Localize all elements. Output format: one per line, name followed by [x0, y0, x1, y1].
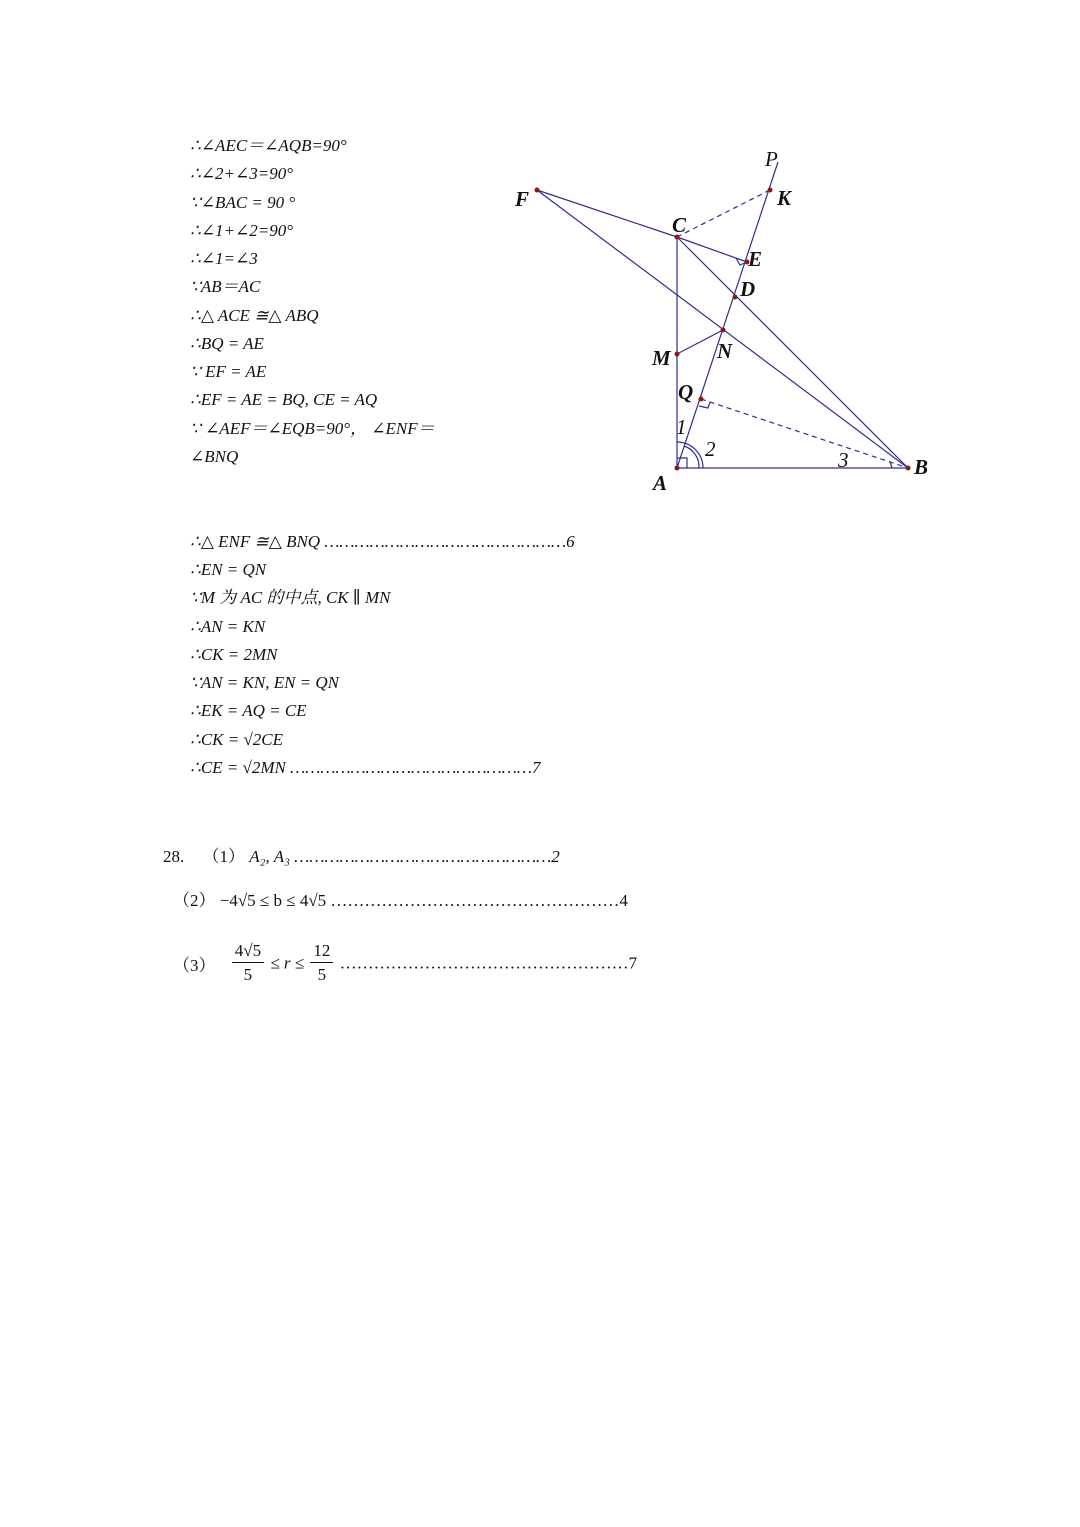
point-b — [906, 466, 911, 471]
point-d — [733, 295, 738, 300]
proof-line: ∠BNQ — [190, 447, 239, 466]
geometry-diagram — [500, 140, 940, 500]
label-p: P — [765, 147, 778, 171]
part3-inequality: ≤ r ≤ — [270, 953, 305, 973]
line-ap — [677, 162, 778, 468]
fraction-1 — [232, 940, 264, 987]
label-c: C — [672, 213, 687, 237]
q28-part2 — [173, 886, 628, 911]
proof-line: ∴EK = AQ = CE — [190, 701, 307, 720]
part1-text: A₂, A₃ ……………………………………………2 — [249, 847, 560, 866]
proof-line: ∴∠AEC＝∠AQB=90° — [190, 136, 347, 155]
proof-line: ∵ ∠AEF＝∠EQB=90°， ∠ENF＝ — [190, 419, 435, 438]
right-angle-q — [699, 402, 710, 408]
line-cb — [677, 237, 908, 468]
proof-line: ∵AB＝AC — [190, 277, 261, 296]
proof-line: ∴CK = √2CE — [190, 730, 284, 749]
proof-line: ∵AN = KN, EN = QN — [190, 673, 339, 692]
diagram-lines — [537, 162, 908, 468]
proof-line: ∴BQ = AE — [190, 334, 264, 353]
proof-line: ∴AN = KN — [190, 617, 266, 636]
point-f — [535, 188, 540, 193]
part2-label: （2） — [173, 891, 216, 910]
point-m — [675, 352, 680, 357]
line-qb — [701, 399, 908, 468]
angle-arc-a-inner — [684, 446, 699, 468]
diagram-labels — [514, 147, 928, 495]
proof-line: ∴EN = QN — [190, 560, 267, 579]
fraction-1-numerator: 4√5 — [232, 940, 264, 963]
label-m: M — [652, 346, 671, 370]
proof-line: ∵∠BAC = 90 ° — [190, 193, 296, 212]
proof-line: ∴∠1=∠3 — [190, 249, 258, 268]
label-d: D — [740, 277, 756, 301]
q28-part1 — [163, 842, 560, 867]
label-angle1: 1 — [676, 415, 687, 439]
label-k: K — [777, 186, 792, 210]
label-a: A — [653, 471, 668, 495]
q28-number: 28. — [163, 847, 185, 866]
label-n: N — [717, 339, 733, 363]
point-q — [699, 397, 704, 402]
fraction-1-denominator: 5 — [243, 965, 253, 984]
proof-line: ∴∠1+∠2=90° — [190, 221, 294, 240]
point-a — [675, 466, 680, 471]
proof-line: ∴△ ENF ≅△ BNQ …………………………………………6 — [190, 532, 575, 551]
part3-label: （3） — [173, 956, 216, 975]
part1-label: （1） — [202, 847, 245, 866]
line-fc — [537, 190, 677, 237]
proof-line: ∴CK = 2MN — [190, 645, 278, 664]
fraction-2-numerator: 12 — [310, 940, 333, 963]
proof-line: ∵M 为 AC 的中点, CK ∥ MN — [190, 588, 391, 607]
proof-line: ∵ EF = AE — [190, 362, 267, 381]
label-e: E — [748, 247, 763, 271]
proof-line: ∴∠2+∠3=90° — [190, 164, 294, 183]
fraction-2 — [310, 940, 333, 987]
proof-line: ∴△ ACE ≅△ ABQ — [190, 306, 319, 325]
point-n — [721, 328, 726, 333]
point-k — [768, 188, 773, 193]
proof-line: ∴EF = AE = BQ, CE = AQ — [190, 390, 378, 409]
fraction-2-denominator: 5 — [317, 965, 327, 984]
label-q: Q — [678, 380, 694, 404]
part2-text: −4√5 ≤ b ≤ 4√5 ……………………………………………4 — [219, 891, 628, 910]
part3-tail: ……………………………………………7 — [339, 953, 638, 973]
label-angle3: 3 — [838, 448, 849, 472]
label-angle2: 2 — [705, 437, 716, 461]
label-f: F — [515, 187, 530, 211]
q28-part3 — [173, 940, 637, 987]
label-b: B — [914, 455, 929, 479]
proof-line: ∴CE = √2MN …………………………………………7 — [190, 758, 541, 777]
